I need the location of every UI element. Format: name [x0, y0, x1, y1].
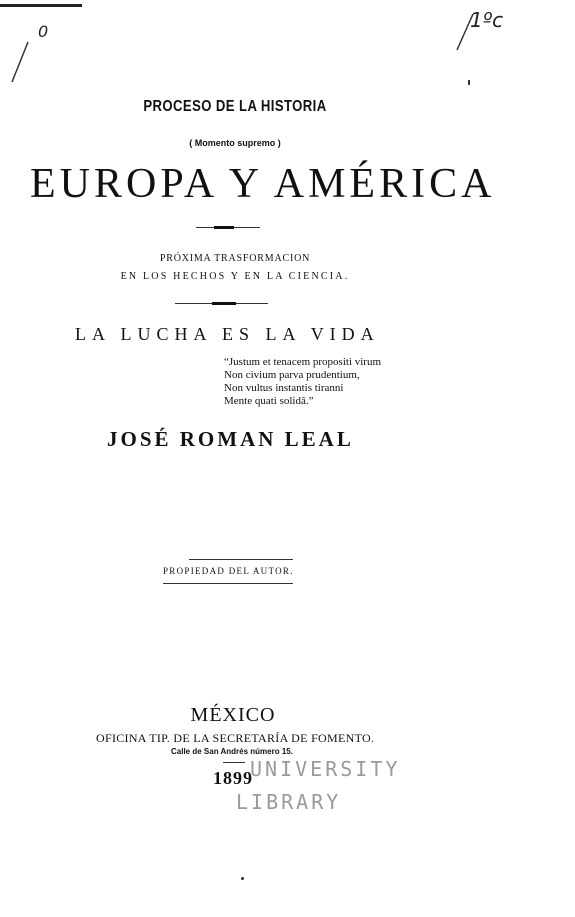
page-speck: [241, 877, 244, 880]
quote-line: Non vultus instantis tiranni: [224, 382, 344, 394]
series-subtitle: ( Momento supremo ): [189, 138, 281, 148]
propiedad-rule-top: [189, 559, 293, 560]
copyright-notice: PROPIEDAD DEL AUTOR.: [163, 566, 294, 576]
imprint-address: Calle de San Andrés número 15.: [171, 747, 293, 756]
handwritten-mark-right: 1ºc: [470, 8, 504, 32]
subtitle-line-2: EN LOS HECHOS Y EN LA CIENCIA.: [120, 271, 350, 282]
quote-line: Mente quati solidâ.”: [224, 395, 314, 407]
library-stamp-line-1: UNIVERSITY: [250, 757, 401, 781]
handwritten-mark-left: 0: [38, 22, 49, 41]
margin-speck: [468, 80, 470, 85]
subtitle-line-1: PRÓXIMA TRASFORMACION: [159, 253, 311, 264]
year-rule: [223, 762, 245, 763]
library-stamp-line-2: LIBRARY: [236, 790, 342, 814]
main-title: EUROPA Y AMÉRICA: [30, 161, 496, 207]
imprint-printer: OFICINA TIP. DE LA SECRETARÍA DE FOMENTO.: [96, 731, 375, 745]
divider-thick-2: [212, 302, 236, 305]
handwritten-slash-icon: [8, 40, 32, 84]
quote-line: Non civium parva prudentium,: [224, 369, 360, 381]
motto: LA LUCHA ES LA VIDA: [75, 324, 380, 344]
author-name: JOSÉ ROMAN LEAL: [107, 427, 354, 451]
imprint-city: MÉXICO: [190, 704, 276, 726]
divider-thick: [214, 226, 234, 229]
quote-line: “Justum et tenacem propositi virum: [224, 356, 382, 368]
series-title: PROCESO DE LA HISTORIA: [143, 98, 327, 115]
imprint-year: 1899: [213, 768, 253, 788]
propiedad-rule-bottom: [163, 583, 293, 584]
top-edge-rule: [0, 4, 82, 7]
